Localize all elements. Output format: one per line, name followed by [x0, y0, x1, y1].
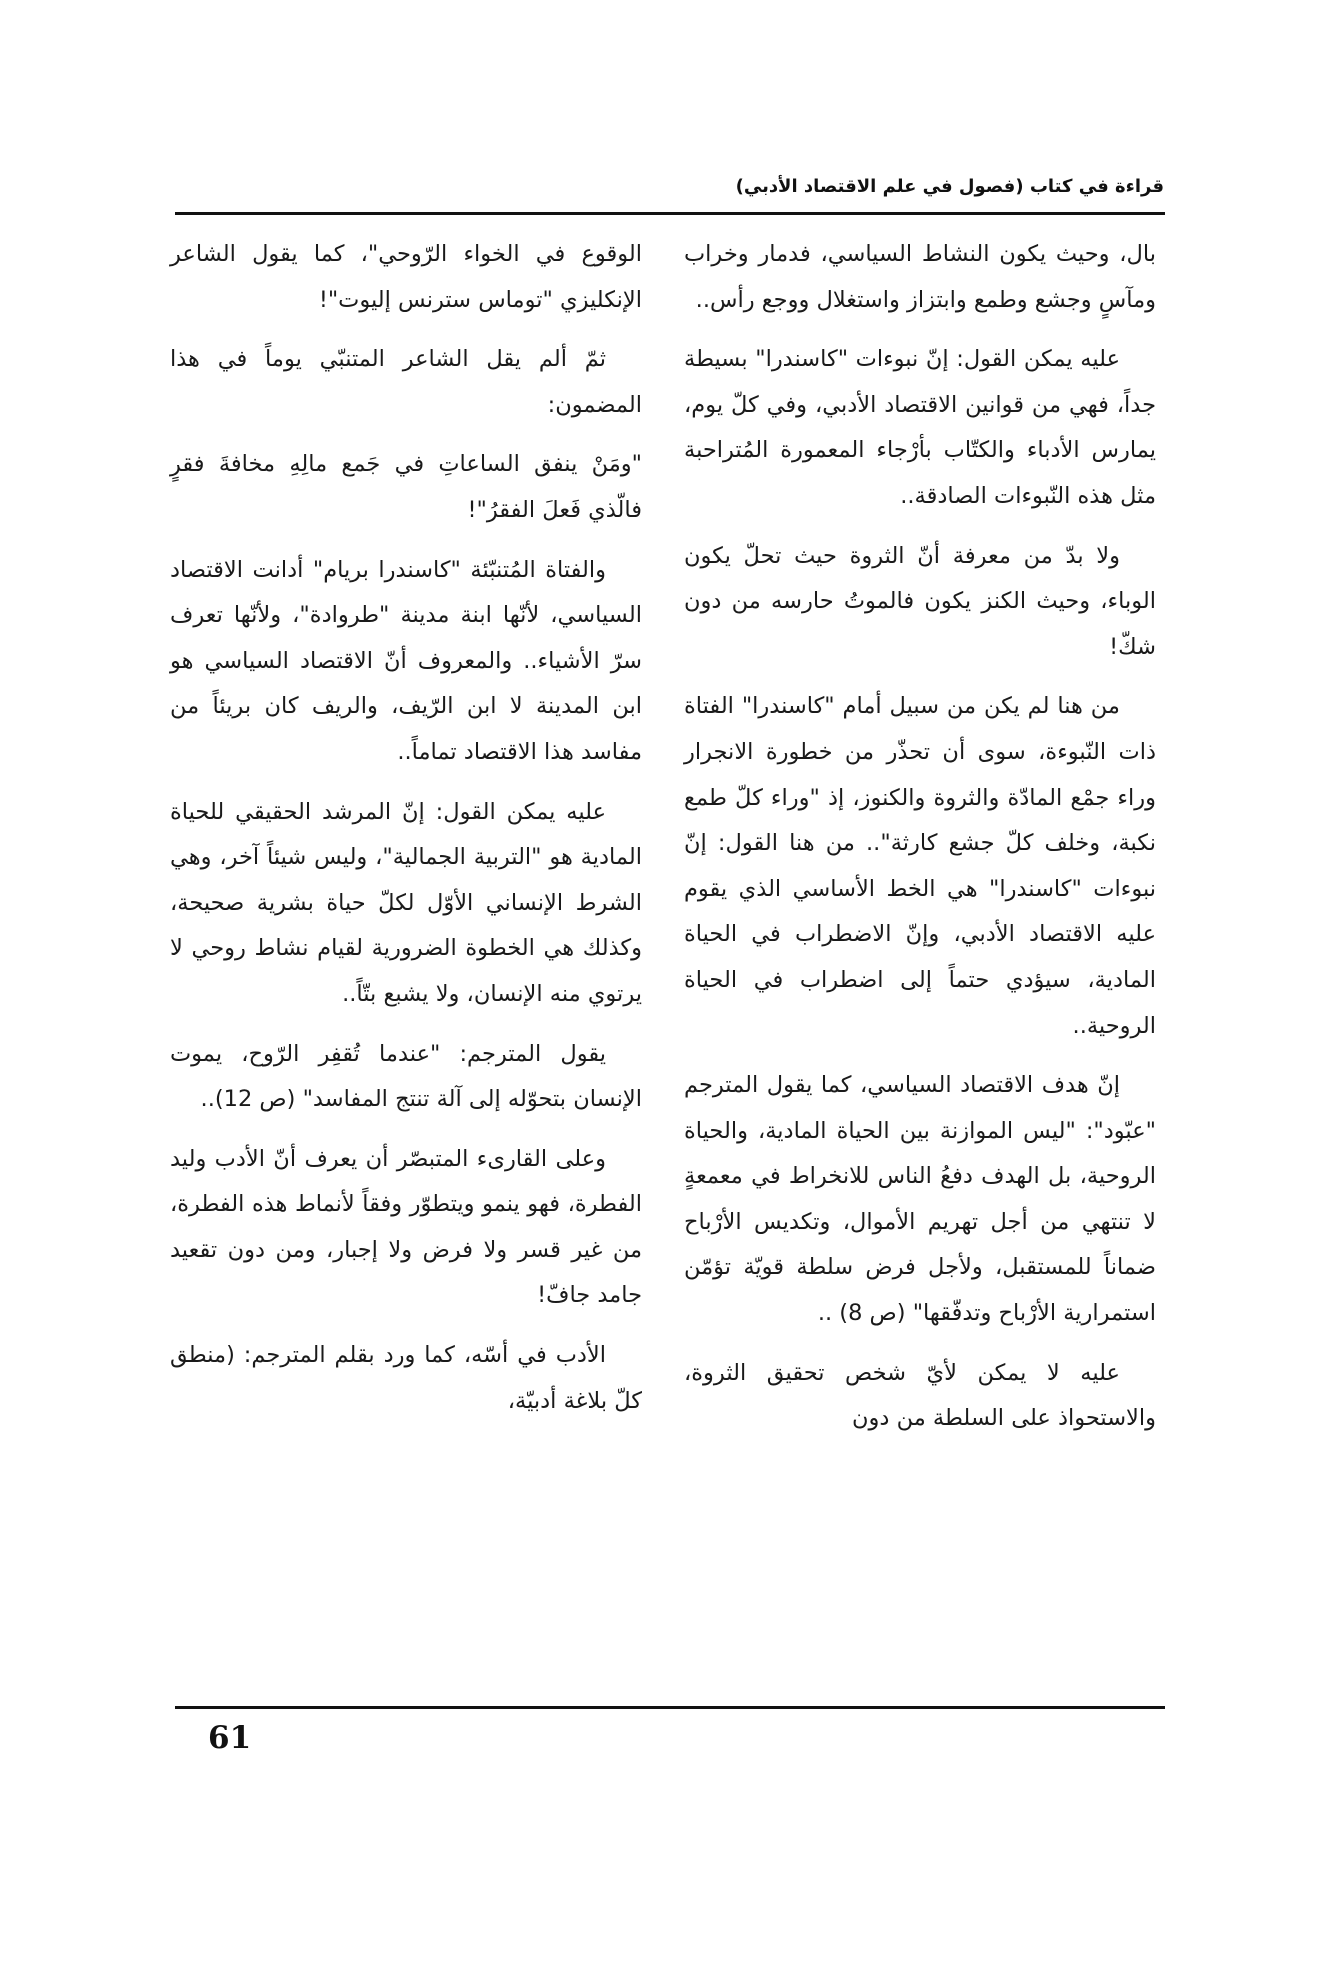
paragraph: من هنا لم يكن من سبيل أمام "كاسندرا" الفتاة ذات النّبوءة، سوى أن تحذّر من خطورة الانجرار وراء جمْع المادّة والثروة والكنوز، إذ "وراء كلّ طمع نكبة، وخلف كلّ جشع كارثة".. من هنا القول: إنّ نبوءات "كاسندرا" هي الخط الأساسي الذي يقوم عليه الاقتصاد الأدبي، وإنّ الاضطراب في الحياة المادية، سيؤدي حتماً إلى اضطراب في الحياة الروحية..	[684, 693, 1156, 1039]
paragraph: ثمّ ألم يقل الشاعر المتنبّي يوماً في هذا المضمون:	[170, 346, 642, 418]
running-header: قراءة في كتاب (فصول في علم الاقتصاد الأدبي)	[735, 176, 1164, 197]
paragraph: بال، وحيث يكون النشاط السياسي، فدمار وخراب ومآسٍ وجشع وطمع وابتزاز واستغلال ووجع رأس..	[684, 241, 1156, 313]
paragraph: عليه يمكن القول: إنّ نبوءات "كاسندرا" بسيطة جداً، فهي من قوانين الاقتصاد الأدبي، وفي كلّ يوم، يمارس الأدباء والكتّاب بأرْجاء المعمورة المُتراحبة مثل هذه النّبوءات الصادقة..	[684, 346, 1156, 509]
footer-divider	[175, 1706, 1165, 1709]
poem-verse: "ومَنْ ينفق الساعاتِ في جَمع مالِهِ مخافةَ فقرٍ فالّذي فَعلَ الفقرُ"!	[170, 451, 642, 523]
paragraph: والفتاة المُتنبّئة "كاسندرا بريام" أدانت الاقتصاد السياسي، لأنّها ابنة مدينة "طروادة"، ولأنّها تعرف سرّ الأشياء.. والمعروف أنّ الاقتصاد السياسي هو ابن المدينة لا ابن الرّيف، والريف كان بريئاً من مفاسد هذا الاقتصاد تماماً..	[170, 556, 642, 765]
header-divider	[175, 212, 1165, 215]
paragraph: عليه يمكن القول: إنّ المرشد الحقيقي للحياة المادية هو "التربية الجمالية"، وليس شيئاً آخر، وهي الشرط الإنساني الأوّل لكلّ حياة بشرية صحيحة، وكذلك هي الخطوة الضرورية لقيام نشاط روحي لا يرتوي منه الإنسان، ولا يشبع بتّاً..	[170, 798, 642, 1007]
page-number: 61	[208, 1720, 252, 1756]
paragraph: الوقوع في الخواء الرّوحي"، كما يقول الشاعر الإنكليزي "توماس سترنس إليوت"!	[170, 241, 642, 313]
paragraph: يقول المترجم: "عندما تُقفِر الرّوح، يموت الإنسان بتحوّله إلى آلة تنتج المفاسد" (ص 12)..	[170, 1040, 642, 1113]
paragraph: ولا بدّ من معرفة أنّ الثروة حيث تحلّ يكون الوباء، وحيث الكنز يكون فالموتُ حارسه من دون شكّ!	[684, 542, 1156, 660]
left-text-column	[170, 232, 642, 1424]
paragraph: وعلى القارىء المتبصّر أن يعرف أنّ الأدب وليد الفطرة، فهو ينمو ويتطوّر وفقاً لأنماط هذه الفطرة، من غير قسر ولا فرض ولا إجبار، ومن دون تقعيد جامد جافّ!	[170, 1145, 642, 1309]
right-text-column	[684, 232, 1156, 1442]
paragraph: الأدب في أسّه، كما ورد بقلم المترجم: (منطق كلّ بلاغة أدبيّة،	[170, 1342, 642, 1414]
paragraph: عليه لا يمكن لأيّ شخص تحقيق الثروة، والاستحواذ على السلطة من دون	[684, 1359, 1156, 1432]
paragraph: إنّ هدف الاقتصاد السياسي، كما يقول المترجم "عبّود": "ليس الموازنة بين الحياة المادية، والحياة الروحية، بل الهدف دفعُ الناس للانخراط في معمعةٍ لا تنتهي من أجل تهريم الأموال، وتكديس الأرْباح ضماناً للمستقبل، ولأجل فرض سلطة قويّة تؤمّن استمرارية الأرْباح وتدفّقها" (ص 8) ..	[684, 1072, 1156, 1327]
